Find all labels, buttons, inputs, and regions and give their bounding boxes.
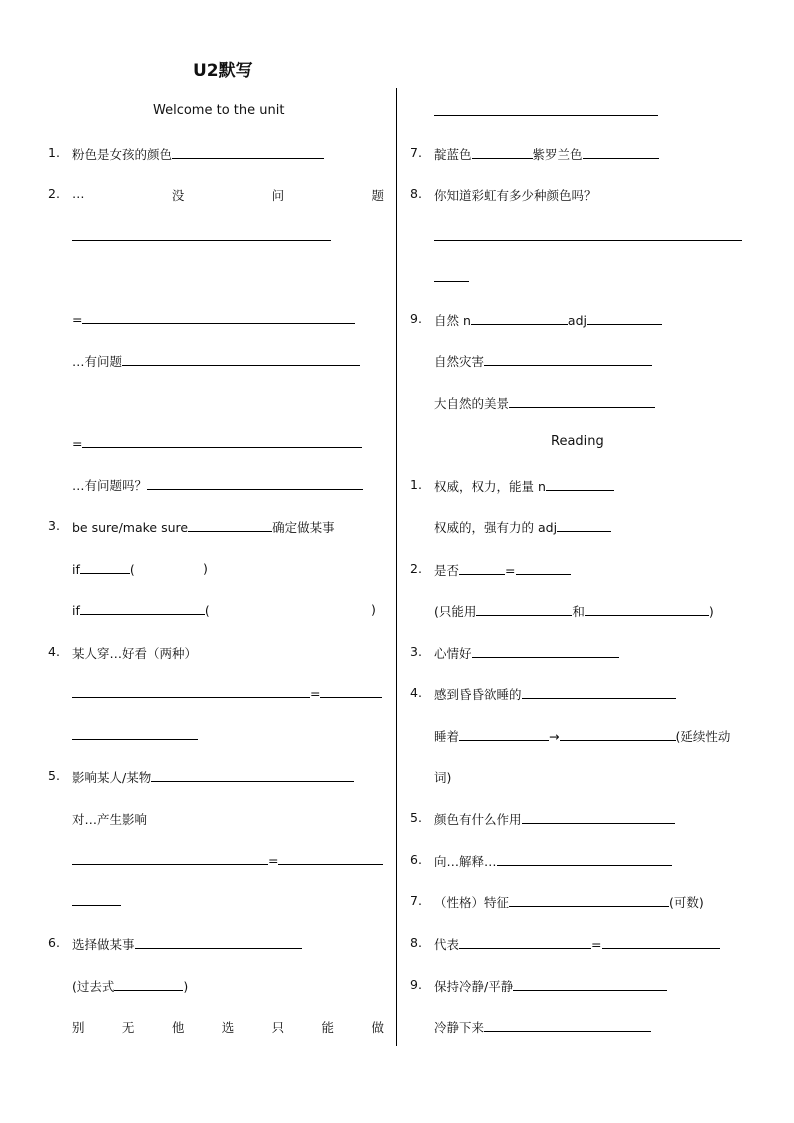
question-text: 大自然的美景 <box>434 396 510 411</box>
reading-9 <box>434 977 667 995</box>
answer-blank[interactable] <box>172 146 324 159</box>
question-char: 能 <box>321 1020 335 1035</box>
item-number: 4. <box>48 644 60 659</box>
question-text: 紫罗兰色 <box>532 147 583 162</box>
question-text: …有问题吗？ <box>72 478 148 493</box>
question-text: adj <box>567 313 587 328</box>
paren: ( <box>129 562 135 577</box>
question-text: 靛蓝色 <box>434 147 472 162</box>
question-text: 自然灾害 <box>434 354 485 369</box>
answer-line <box>434 228 742 244</box>
answer-blank[interactable] <box>82 311 355 324</box>
item-number: 5. <box>48 768 60 783</box>
item-number: 1. <box>410 477 422 492</box>
answer-blank[interactable] <box>484 353 652 366</box>
answer-blank[interactable] <box>72 852 268 865</box>
question-3-if-2 <box>72 602 210 618</box>
question-text: 代表 <box>434 937 460 952</box>
section-heading-reading: Reading <box>551 434 604 449</box>
question-5-answer <box>72 852 383 868</box>
question-7 <box>434 145 659 163</box>
answer-blank[interactable] <box>513 978 667 991</box>
reading-6 <box>434 852 672 870</box>
item-number: 9. <box>410 311 422 326</box>
answer-blank[interactable] <box>602 936 720 949</box>
question-text: 向…解释… <box>434 854 497 869</box>
answer-blank[interactable] <box>72 685 310 698</box>
item-number: 5. <box>410 810 422 825</box>
reading-9-b <box>434 1018 651 1036</box>
question-5 <box>72 768 354 786</box>
question-text: if <box>72 603 80 618</box>
answer-blank[interactable] <box>434 269 469 282</box>
reading-4 <box>434 685 676 703</box>
paren: ) <box>371 602 376 617</box>
question-4: 某人穿…好看（两种） <box>72 646 198 661</box>
question-text: (只能用 <box>434 604 477 619</box>
answer-blank[interactable] <box>472 645 619 658</box>
question-char: 只 <box>271 1020 285 1035</box>
equals-sign: = <box>72 436 83 451</box>
question-text: 粉色是女孩的颜色 <box>72 147 173 162</box>
answer-blank[interactable] <box>114 978 183 991</box>
answer-blank[interactable] <box>546 478 614 491</box>
item-number: 9. <box>410 977 422 992</box>
question-text: …有问题 <box>72 354 123 369</box>
equals-sign: = <box>591 937 602 952</box>
question-char: 别 <box>72 1020 85 1035</box>
answer-blank[interactable] <box>434 228 742 241</box>
question-text: 权威，权力，能量 n <box>434 479 546 494</box>
reading-1 <box>434 477 614 495</box>
item-number: 6. <box>410 852 422 867</box>
question-text: (可数) <box>669 895 704 910</box>
question-text: 自然 n <box>434 313 471 328</box>
question-9 <box>434 311 662 329</box>
question-char: 他 <box>171 1020 185 1035</box>
ellipsis-text: … <box>72 186 85 201</box>
answer-blank[interactable] <box>557 519 611 532</box>
question-text: 是否 <box>434 563 460 578</box>
question-char: 问 <box>271 188 285 203</box>
answer-blank[interactable] <box>516 562 571 575</box>
answer-blank[interactable] <box>560 728 676 741</box>
answer-blank[interactable] <box>459 562 505 575</box>
question-char: 做 <box>371 1020 384 1035</box>
question-6-past <box>72 977 188 995</box>
answer-blank[interactable] <box>459 728 549 741</box>
answer-blank[interactable] <box>188 519 272 532</box>
reading-3 <box>434 644 619 662</box>
answer-blank[interactable] <box>509 894 669 907</box>
question-text: be sure/make sure <box>72 520 189 535</box>
item-number: 1. <box>48 145 60 160</box>
question-char: 无 <box>121 1020 135 1035</box>
item-number: 8. <box>410 186 422 201</box>
answer-blank[interactable] <box>583 146 659 159</box>
paren: ) <box>203 561 208 576</box>
answer-blank[interactable] <box>472 146 533 159</box>
column-divider <box>396 88 397 1046</box>
item-number: 7. <box>410 145 422 160</box>
answer-blank[interactable] <box>522 686 676 699</box>
question-text: 和 <box>572 604 585 619</box>
arrow-icon: → <box>549 729 560 744</box>
question-3 <box>72 518 335 536</box>
question-3-if-1 <box>72 561 135 577</box>
answer-blank[interactable] <box>122 353 360 366</box>
question-text: 颜色有什么作用 <box>434 812 522 827</box>
question-1 <box>72 145 324 163</box>
question-4-answer <box>72 685 382 701</box>
question-text: （性格）特征 <box>434 895 510 910</box>
reading-4-c: 词) <box>434 770 452 785</box>
answer-blank[interactable] <box>320 685 382 698</box>
answer-blank[interactable] <box>484 1019 651 1032</box>
equals-line <box>72 435 362 451</box>
question-text: 心情好 <box>434 646 472 661</box>
paren: ( <box>204 603 210 618</box>
paren: ) <box>183 979 189 994</box>
answer-blank[interactable] <box>587 312 662 325</box>
question-text: 感到昏昏欲睡的 <box>434 687 522 702</box>
answer-blank[interactable] <box>147 477 363 490</box>
answer-line <box>434 103 658 119</box>
question-5-b: 对…产生影响 <box>72 812 148 827</box>
equals-sign: = <box>72 312 83 327</box>
answer-line <box>72 727 198 743</box>
answer-blank[interactable] <box>82 435 362 448</box>
item-number: 6. <box>48 935 60 950</box>
item-number: 7. <box>410 893 422 908</box>
question-text: (过去式 <box>72 979 115 994</box>
question-2-has-problem <box>72 352 360 370</box>
question-text: 冷静下来 <box>434 1020 485 1035</box>
item-number: 3. <box>48 518 60 533</box>
item-number: 8. <box>410 935 422 950</box>
answer-blank[interactable] <box>72 893 121 906</box>
question-char: 选 <box>221 1020 235 1035</box>
question-9-beauty <box>434 394 655 412</box>
answer-blank[interactable] <box>476 603 572 616</box>
answer-blank[interactable] <box>80 602 205 615</box>
page-title: U2默写 <box>193 61 253 81</box>
question-text: 保持冷静/平静 <box>434 979 514 994</box>
item-number: 2. <box>48 186 60 201</box>
question-text: 选择做某事 <box>72 937 135 952</box>
question-text: 权威的，强有力的 adj <box>434 520 558 535</box>
question-8: 你知道彩虹有多少种颜色吗？ <box>434 188 597 203</box>
answer-blank[interactable] <box>585 603 709 616</box>
answer-blank[interactable] <box>278 852 383 865</box>
section-heading-welcome: Welcome to the unit <box>153 103 285 118</box>
answer-blank[interactable] <box>80 561 130 574</box>
answer-blank[interactable] <box>509 395 655 408</box>
question-char: 没 <box>171 188 185 203</box>
answer-line <box>72 893 121 909</box>
equals-sign: = <box>310 686 321 701</box>
equals-line <box>72 311 355 327</box>
reading-1-b <box>434 518 611 536</box>
question-text: 影响某人/某物 <box>72 770 152 785</box>
answer-line <box>434 269 469 285</box>
reading-2-b <box>434 602 714 620</box>
answer-blank[interactable] <box>522 811 675 824</box>
reading-8 <box>434 935 720 953</box>
answer-blank[interactable] <box>471 312 568 325</box>
item-number: 3. <box>410 644 422 659</box>
answer-blank[interactable] <box>135 936 302 949</box>
item-number: 4. <box>410 685 422 700</box>
question-9-disaster <box>434 352 652 370</box>
question-char: 题 <box>371 188 384 203</box>
question-6 <box>72 935 302 953</box>
question-text: 睡着 <box>434 729 460 744</box>
equals-sign: = <box>505 563 516 578</box>
answer-blank[interactable] <box>434 103 658 116</box>
question-2-has-problem-q <box>72 476 363 494</box>
answer-blank[interactable] <box>497 853 672 866</box>
answer-blank[interactable] <box>459 936 591 949</box>
equals-sign: = <box>268 853 279 868</box>
answer-line[interactable] <box>72 228 331 244</box>
reading-2 <box>434 561 571 579</box>
reading-7 <box>434 893 704 911</box>
question-6-no-choice <box>72 1018 384 1036</box>
question-2-line <box>72 186 384 204</box>
question-text: (延续性动 <box>675 729 731 744</box>
reading-4-b <box>434 727 730 745</box>
question-text: 确定做某事 <box>272 520 335 535</box>
item-number: 2. <box>410 561 422 576</box>
answer-blank[interactable] <box>72 727 198 740</box>
paren: ) <box>708 604 714 619</box>
reading-5 <box>434 810 675 828</box>
answer-blank[interactable] <box>72 228 331 241</box>
answer-blank[interactable] <box>151 769 354 782</box>
question-text: if <box>72 562 80 577</box>
